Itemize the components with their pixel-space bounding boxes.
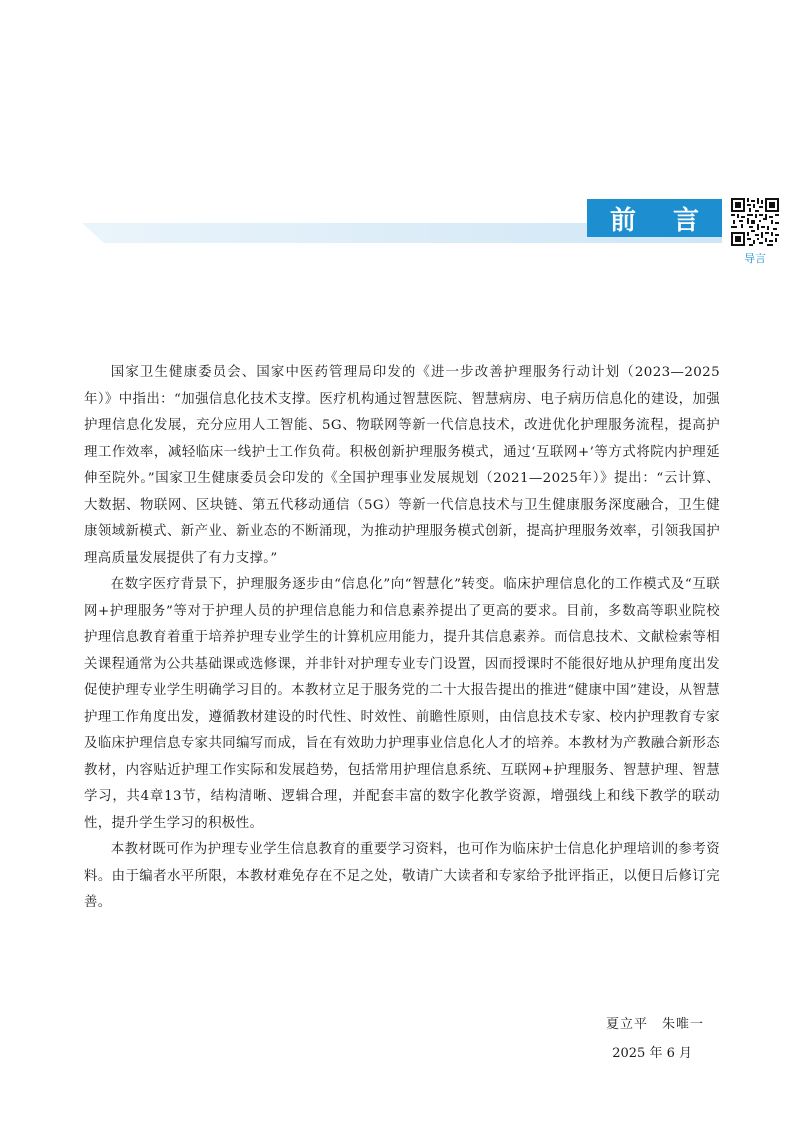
paragraph-1: 国家卫生健康委员会、国家中医药管理局印发的《进一步改善护理服务行动计划（2023—2025年）》中指出：“加强信息化技术支撑。医疗机构通过智慧医院、智慧病房、电子病历信息化的建设，加强护理信息化发展，充分应用人工智能、5G、物联网等新一代信息技术，改进优化护理服务流程，提高护理工作效率，减轻临床一线护士工作负荷。积极创新护理服务模式，通过‘互联网+’等方式将院内护理延伸至院外。”国家卫生健康委员会印发的《全国护理事业发展规划（2021—2025年）》提出：“云计算、大数据、物联网、区块链、第五代移动通信（5G）等新一代信息技术与卫生健康服务深度融合，卫生健康领域新模式、新产业、新业态的不断涌现，为推动护理服务模式创新，提高护理服务效率，引领我国护理高质量发展提供了有力支撑。” [84, 365, 720, 566]
page-title: 前 言 [609, 205, 714, 236]
chapter-title-box [587, 199, 722, 237]
paragraph-2: 在数字医疗背景下，护理服务逐步由“信息化”向“智慧化”转变。临床护理信息化的工作模式及“互联网+护理服务”等对于护理人员的护理信息能力和信息素养提出了更高的要求。目前，多数高等职业院校护理信息教育着重于培养护理专业学生的计算机应用能力，提升其信息素养。而信息技术、文献检索等相关课程通常为公共基础课或选修课，并非针对护理专业专门设置，因而授课时不能很好地从护理角度出发促使护理专业学生明确学习目的。本教材立足于服务党的二十大报告提出的推进“健康中国”建设，从智慧护理工作角度出发，遵循教材建设的时代性、时效性、前瞻性原则，由信息技术专家、校内护理教育专家及临床护理信息专家共同编写而成，旨在有效助力护理事业信息化人才的培养。本教材为产教融合新形态教材，内容贴近护理工作实际和发展趋势，包括常用护理信息系统、互联网+护理服务、智慧护理、智慧学习，共4章13节，结构清晰、逻辑合理，并配套丰富的数字化教学资源，增强线上和线下教学的联动性，提升学生学习的积极性。 [84, 577, 720, 831]
preface-body [84, 360, 720, 917]
qr-code-icon[interactable] [731, 198, 779, 246]
signature-date: 2025 年 6 月 [612, 1046, 692, 1061]
qr-label: 导言 [744, 252, 766, 265]
paragraph-3: 本教材既可作为护理专业学生信息教育的重要学习资料，也可作为临床护士信息化护理培训的参考资料。由于编者水平所限，本教材难免存在不足之处，敬请广大读者和专家给予批评指正，以便日后修订完善。 [84, 842, 720, 910]
authors-signature: 夏立平 朱唯一 [605, 1017, 704, 1032]
